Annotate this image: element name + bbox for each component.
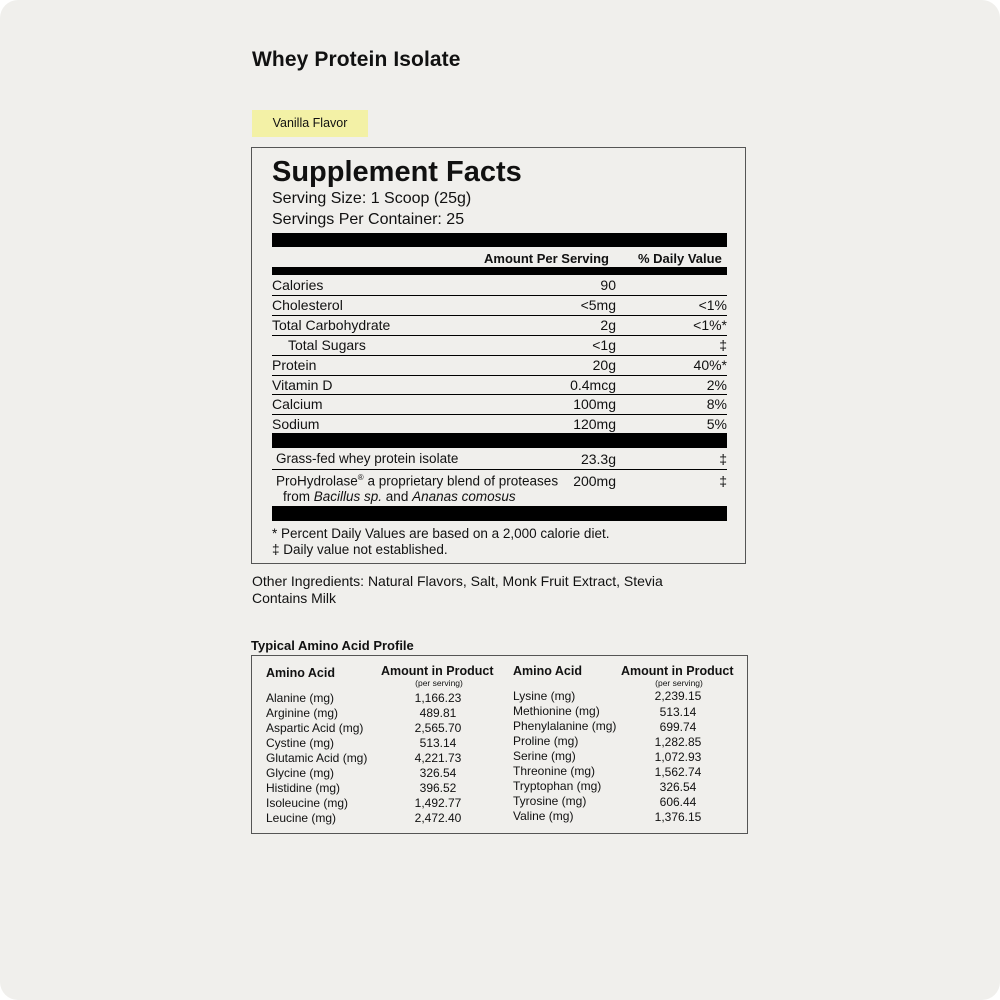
facts-title: Supplement Facts [272, 156, 522, 188]
nutrient-dv: 8% [706, 396, 727, 412]
row-divider [272, 295, 727, 296]
amino-value: 2,239.15 [654, 689, 702, 703]
amino-name: Histidine (mg) [266, 781, 341, 795]
ingredients-text: Other Ingredients: Natural Flavors, Salt, Monk Fruit Extract, Stevia [252, 573, 663, 589]
nutrient-dv: <1%* [693, 317, 727, 333]
amino-name: Phenylalanine (mg) [513, 719, 617, 733]
nutrient-dv: 2% [706, 377, 727, 393]
ingredient-dv: ‡ [719, 473, 727, 489]
amino-name: Proline (mg) [513, 734, 579, 748]
col-header-amount: Amount in Product [621, 664, 734, 678]
nutrient-label: Calories [272, 277, 324, 293]
amino-name: Tryptophan (mg) [513, 779, 602, 793]
amino-name: Valine (mg) [513, 809, 574, 823]
row-divider [272, 414, 727, 415]
footnote-not-established: ‡ Daily value not established. [272, 542, 448, 557]
footnote-daily-values: * Percent Daily Values are based on a 2,000 calorie diet. [272, 526, 610, 541]
amino-name: Glycine (mg) [266, 766, 335, 780]
nutrient-amount: 100mg [573, 396, 616, 412]
amino-value: 699.74 [659, 720, 697, 734]
ingredient-amount: 23.3g [580, 451, 616, 467]
header-amount: Amount Per Serving [484, 251, 609, 266]
col-header-amount: Amount in Product [381, 664, 494, 678]
row-divider [272, 469, 727, 470]
amino-name: Methionine (mg) [513, 704, 600, 718]
ingredient-label-line2: from Bacillus sp. and Ananas comosus [283, 489, 516, 504]
amino-value: 1,282.85 [654, 735, 702, 749]
amino-value: 1,072.93 [654, 750, 702, 764]
amino-name: Arginine (mg) [266, 706, 339, 720]
amino-title: Typical Amino Acid Profile [251, 638, 414, 653]
amino-value: 513.14 [659, 705, 697, 719]
medium-divider [272, 267, 727, 275]
row-divider [272, 375, 727, 376]
amino-name: Threonine (mg) [513, 764, 596, 778]
amino-acid-table [251, 655, 748, 834]
amino-value: 1,562.74 [654, 765, 702, 779]
amino-value: 4,221.73 [414, 751, 462, 765]
row-divider [272, 394, 727, 395]
nutrient-label: Protein [272, 357, 317, 373]
row-divider [272, 355, 727, 356]
amino-value: 1,492.77 [414, 796, 462, 810]
nutrient-label: Total Carbohydrate [272, 317, 391, 333]
flavor-badge: Vanilla Flavor [252, 110, 368, 137]
header-daily-value: % Daily Value [638, 251, 722, 266]
amino-name: Glutamic Acid (mg) [266, 751, 368, 765]
nutrient-amount: <5mg [580, 297, 616, 313]
nutrient-amount: 90 [600, 277, 616, 293]
nutrient-amount: 0.4mcg [570, 377, 616, 393]
amino-name: Serine (mg) [513, 749, 576, 763]
nutrient-amount: 120mg [573, 416, 616, 432]
amino-value: 326.54 [419, 766, 457, 780]
ingredient-label: Grass-fed whey protein isolate [276, 451, 459, 466]
ingredient-label: ProHydrolase® a proprietary blend of proteases [276, 473, 559, 489]
row-divider [272, 315, 727, 316]
amino-value: 1,376.15 [654, 810, 702, 824]
thick-divider [272, 433, 727, 448]
amino-value: 606.44 [659, 795, 697, 809]
amino-value: 2,565.70 [414, 721, 462, 735]
nutrient-dv: 40%* [693, 357, 727, 373]
col-header-acid: Amino Acid [513, 664, 582, 678]
amino-name: Tyrosine (mg) [513, 794, 587, 808]
col-header-sub: (per serving) [415, 678, 463, 688]
thick-divider [272, 506, 727, 521]
nutrient-label: Cholesterol [272, 297, 343, 313]
amino-value: 396.52 [419, 781, 457, 795]
amino-name: Leucine (mg) [266, 811, 337, 825]
nutrient-label: Sodium [272, 416, 320, 432]
amino-name: Cystine (mg) [266, 736, 335, 750]
amino-value: 513.14 [419, 736, 457, 750]
col-header-sub: (per serving) [655, 678, 703, 688]
servings-per-container: Servings Per Container: 25 [272, 211, 465, 228]
amino-name: Aspartic Acid (mg) [266, 721, 364, 735]
amino-name: Lysine (mg) [513, 689, 576, 703]
amino-name: Alanine (mg) [266, 691, 335, 705]
amino-value: 2,472.40 [414, 811, 462, 825]
product-title: Whey Protein Isolate [252, 48, 461, 71]
nutrient-amount: <1g [592, 337, 616, 353]
amino-value: 489.81 [419, 706, 457, 720]
nutrient-label: Total Sugars [288, 337, 366, 353]
thick-divider [272, 233, 727, 247]
nutrient-amount: 20g [592, 357, 616, 373]
ingredient-dv: ‡ [719, 451, 727, 467]
nutrient-dv: <1% [698, 297, 727, 313]
row-divider [272, 335, 727, 336]
nutrient-label: Vitamin D [272, 377, 333, 393]
col-header-acid: Amino Acid [266, 666, 335, 680]
other-ingredients [252, 573, 663, 607]
amino-value: 1,166.23 [414, 691, 462, 705]
nutrient-dv: ‡ [719, 337, 727, 353]
supplement-facts-panel [251, 147, 746, 564]
nutrient-label: Calcium [272, 396, 323, 412]
allergen-text: Contains Milk [252, 590, 337, 606]
nutrient-amount: 2g [600, 317, 616, 333]
nutrient-dv: 5% [706, 416, 727, 432]
amino-value: 326.54 [659, 780, 697, 794]
serving-size: Serving Size: 1 Scoop (25g) [272, 190, 472, 207]
ingredient-amount: 200mg [573, 473, 616, 489]
amino-name: Isoleucine (mg) [266, 796, 349, 810]
